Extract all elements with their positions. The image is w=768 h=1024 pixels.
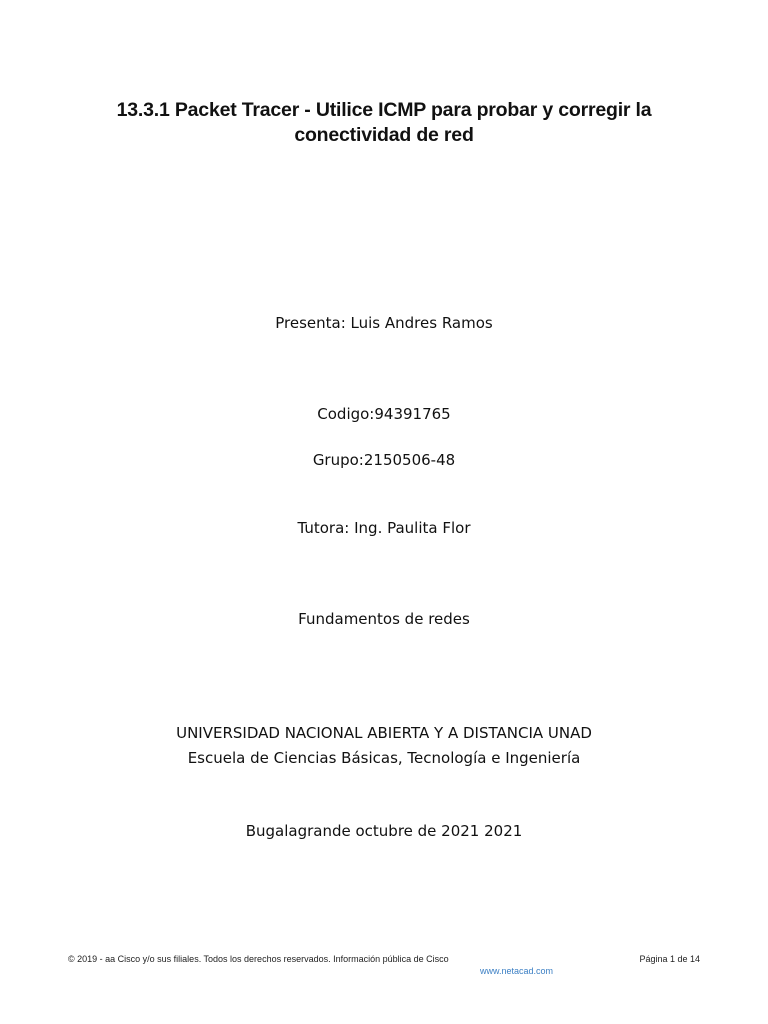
- school-line: Escuela de Ciencias Básicas, Tecnología e Ingeniería: [187, 749, 581, 767]
- page-title: [60, 98, 708, 148]
- footer-page-number: Página 1 de 14: [639, 954, 700, 964]
- title-line-1: 13.3.1 Packet Tracer - Utilice ICMP para probar y corregir la: [116, 99, 652, 121]
- footer-netacad-link[interactable]: www.netacad.com: [480, 966, 554, 976]
- group-line: Grupo:2150506-48: [312, 451, 456, 469]
- presenter-line: Presenta: Luis Andres Ramos: [275, 314, 493, 332]
- footer-copyright: © 2019 - aa Cisco y/o sus filiales. Todos los derechos reservados. Información pública de Cisco: [68, 954, 449, 964]
- code-line: Codigo:94391765: [317, 405, 451, 423]
- course-line: Fundamentos de redes: [298, 610, 470, 628]
- university-line: UNIVERSIDAD NACIONAL ABIERTA Y A DISTANCIA UNAD: [176, 724, 592, 742]
- place-date-line: Bugalagrande octubre de 2021 2021: [245, 822, 523, 840]
- title-line-2: conectividad de red: [294, 124, 474, 146]
- tutor-line: Tutora: Ing. Paulita Flor: [297, 519, 471, 537]
